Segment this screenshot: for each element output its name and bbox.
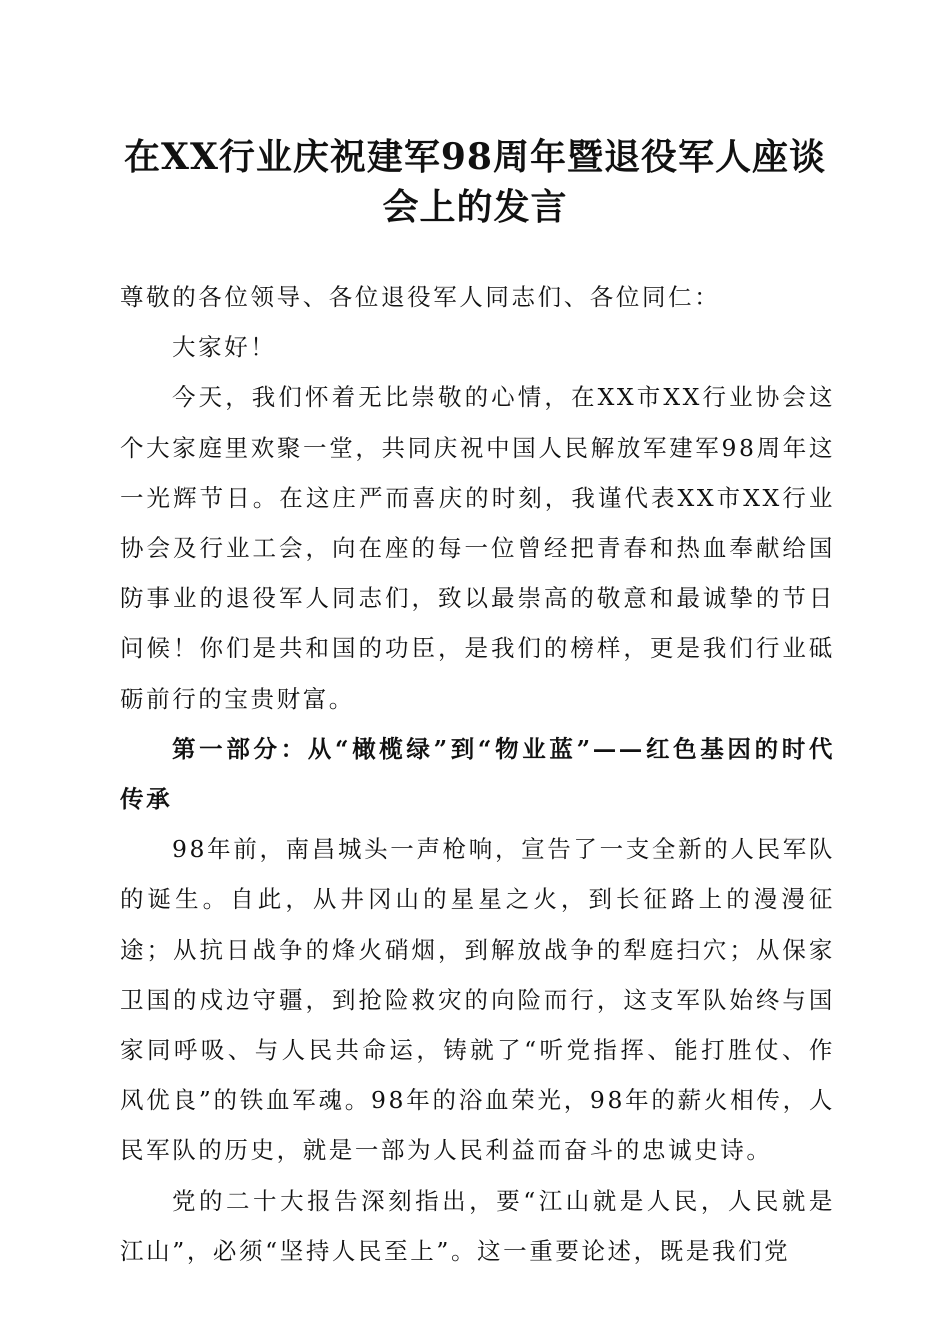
paragraph: 今天，我们怀着无比崇敬的心情，在XX市XX行业协会这个大家庭里欢聚一堂，共同庆祝中国人民解放军建军98周年这一光辉节日。在这庄严而喜庆的时刻，我谨代表XX市XX行业协会及行业工会，向在座的每一位曾经把青春和热血奉献给国防事业的退役军人同志们，致以最崇高的敬意和最诚挚的节日问候！你们是共和国的功臣，是我们的榜样，更是我们行业砥砺前行的宝贵财富。: [120, 383, 835, 713]
salutation: 尊敬的各位领导、各位退役军人同志们、各位同仁：: [120, 283, 721, 311]
paragraph: 党的二十大报告深刻指出，要“江山就是人民，人民就是江山”，必须“坚持人民至上”。这一重要论述，既是我们党: [120, 1186, 835, 1265]
section-heading: 第一部分：从“橄榄绿”到“物业蓝”——红色基因的时代传承: [120, 734, 835, 814]
document-title: 在XX行业庆祝建军98周年暨退役军人座谈会上的发言: [124, 136, 826, 228]
greeting: 大家好！: [172, 333, 277, 362]
document-body: [120, 272, 835, 1276]
paragraph: 98年前，南昌城头一声枪响，宣告了一支全新的人民军队的诞生。自此，从井冈山的星星之火，到长征路上的漫漫征途；从抗日战争的烽火硝烟，到解放战争的犁庭扫穴；从保家卫国的戍边守疆，到抢险救灾的向险而行，这支军队始终与国家同呼吸、与人民共命运，铸就了“听党指挥、能打胜仗、作风优良”的铁血军魂。98年的浴血荣光，98年的薪火相传，人民军队的历史，就是一部为人民利益而奋斗的忠诚史诗。: [120, 835, 835, 1165]
